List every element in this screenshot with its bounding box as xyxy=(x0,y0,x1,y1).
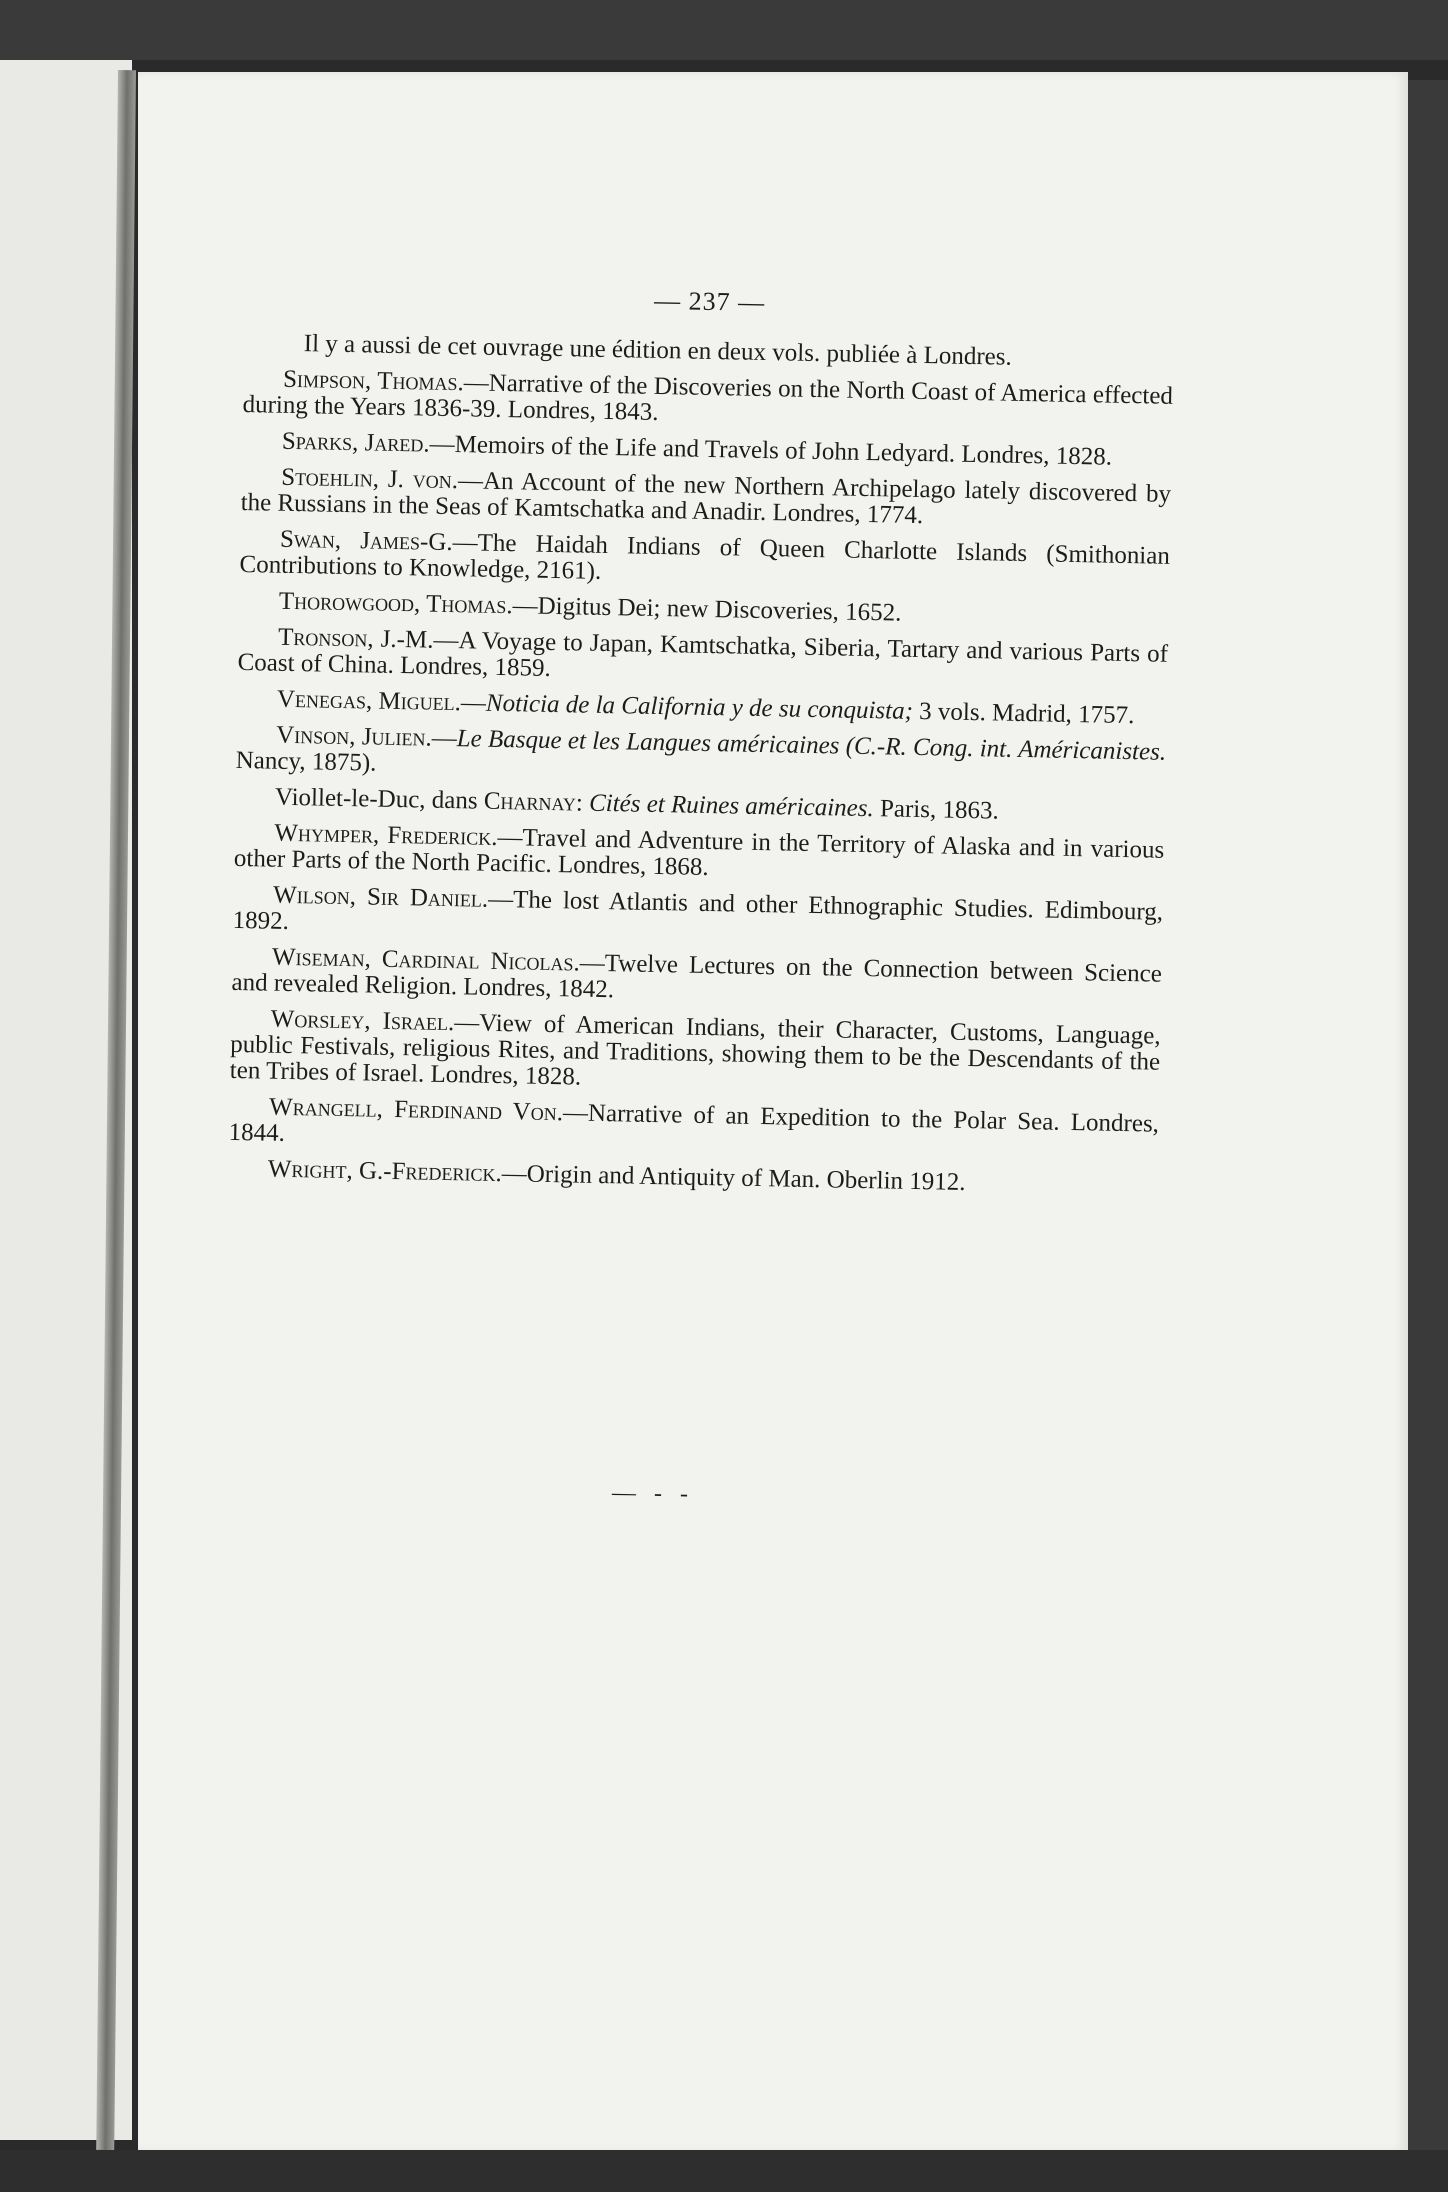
bibliography-entry xyxy=(237,624,1168,694)
bibliography-entry xyxy=(239,526,1170,596)
entry-author: Vinson, Julien. xyxy=(276,721,433,752)
entry-text: Nancy, 1875). xyxy=(235,746,377,777)
bibliography-entry xyxy=(232,882,1163,952)
entry-author: Swan, James-G. xyxy=(279,525,453,557)
entry-author: Simpson, Thomas. xyxy=(282,365,465,397)
entry-title: Noticia de la California y de su conquista; xyxy=(485,689,914,725)
entry-text: —Narrative of the Discoveries on the North Coast of America effected during the Years 1836-39. Londres, 1843. xyxy=(242,369,1174,426)
entry-author: Tronson, J.-M. xyxy=(277,623,434,654)
entry-title: Le Basque et les Langues américaines (C.-R. Cong. int. Américanistes. xyxy=(456,725,1167,766)
bibliography-entry xyxy=(231,944,1162,1014)
entry-author: Sparks, Jared. xyxy=(281,427,430,458)
entry-author: Whymper, Frederick. xyxy=(274,819,498,851)
entry-author: Venegas, Miguel. xyxy=(276,685,462,717)
entry-title: Cités et Ruines américaines. xyxy=(588,789,874,823)
bibliography-entry xyxy=(230,1006,1161,1102)
entry-text: —Digitus Dei; new Discoveries, 1652. xyxy=(512,592,902,627)
entry-text: —View of American Indians, their Character, Customs, Language, public Festivals, religious Rites, and Traditions, showing them to be the Descendants of the ten Tribes of Israel. Londres, 1828. xyxy=(229,1009,1161,1091)
entry-text: —An Account of the new Northern Archipelago lately discovered by the Russians in the Seas of Kamtschatka and Anadir. Londres, 1774. xyxy=(240,467,1172,530)
bibliography-text xyxy=(227,280,1174,1210)
entry-text: —Travel and Adventure in the Territory of Alaska and in various other Parts of the North Pacific. Londres, 1868. xyxy=(233,823,1165,882)
entry-text: Paris, 1863. xyxy=(873,795,999,825)
entry-author: Charnay: xyxy=(483,787,584,817)
bibliography-entry xyxy=(242,366,1173,436)
scan-top-border xyxy=(0,0,1448,60)
end-ornament: — - - xyxy=(611,1479,695,1508)
entry-text: —A Voyage to Japan, Kamtschatka, Siberia, Tartary and various Parts of Coast of China. Londres, 1859. xyxy=(237,626,1169,682)
entry-text: —Memoirs of the Life and Travels of John Ledyard. Londres, 1828. xyxy=(429,430,1113,471)
scan-bottom-border xyxy=(0,2150,1448,2192)
entry-author: Thorowgood, Thomas. xyxy=(278,587,513,620)
entry-author: Stoehlin, J. von. xyxy=(280,463,459,495)
bibliography-entry xyxy=(236,722,1167,792)
page-number: — 237 — xyxy=(653,285,766,317)
bibliography-entry xyxy=(228,1156,1158,1200)
entry-text: 3 vols. Madrid, 1757. xyxy=(912,697,1135,730)
entry-text: —Origin and Antiquity of Man. Oberlin 1912. xyxy=(501,1160,966,1196)
bibliography-entry xyxy=(228,1094,1159,1164)
entry-text: —The lost Atlantis and other Ethnographic Studies. Edimbourg, 1892. xyxy=(232,885,1164,935)
entry-separator: — xyxy=(460,689,487,717)
entry-text: —Narrative of an Expedition to the Polar Sea. Londres, 1844. xyxy=(228,1099,1160,1147)
entry-author: Wright, G.-Frederick. xyxy=(267,1155,503,1188)
entry-author: Wilson, Sir Daniel. xyxy=(272,881,489,913)
entry-text: —Twelve Lectures on the Connection between Science and revealed Religion. Londres, 1842. xyxy=(231,949,1163,1004)
entry-author: Wiseman, Cardinal Nicolas. xyxy=(271,943,581,977)
entry-text: —The Haidah Indians of Queen Charlotte Islands (Smithonian Contributions to Knowledge, 2161). xyxy=(239,529,1171,585)
entry-separator: — xyxy=(431,724,458,753)
bibliography-entry xyxy=(234,820,1165,890)
entry-author: Worsley, Israel. xyxy=(270,1005,455,1037)
entry-prefix: Viollet-le-Duc, dans xyxy=(274,783,485,815)
bibliography-entry xyxy=(240,464,1171,534)
intro-line: Il y a aussi de cet ouvrage une édition en deux vols. publiée à Londres. xyxy=(303,330,1013,371)
scan-right-border xyxy=(1408,80,1448,2160)
bibliography-list xyxy=(228,366,1173,1200)
entry-author: Wrangell, Ferdinand Von. xyxy=(268,1093,564,1127)
